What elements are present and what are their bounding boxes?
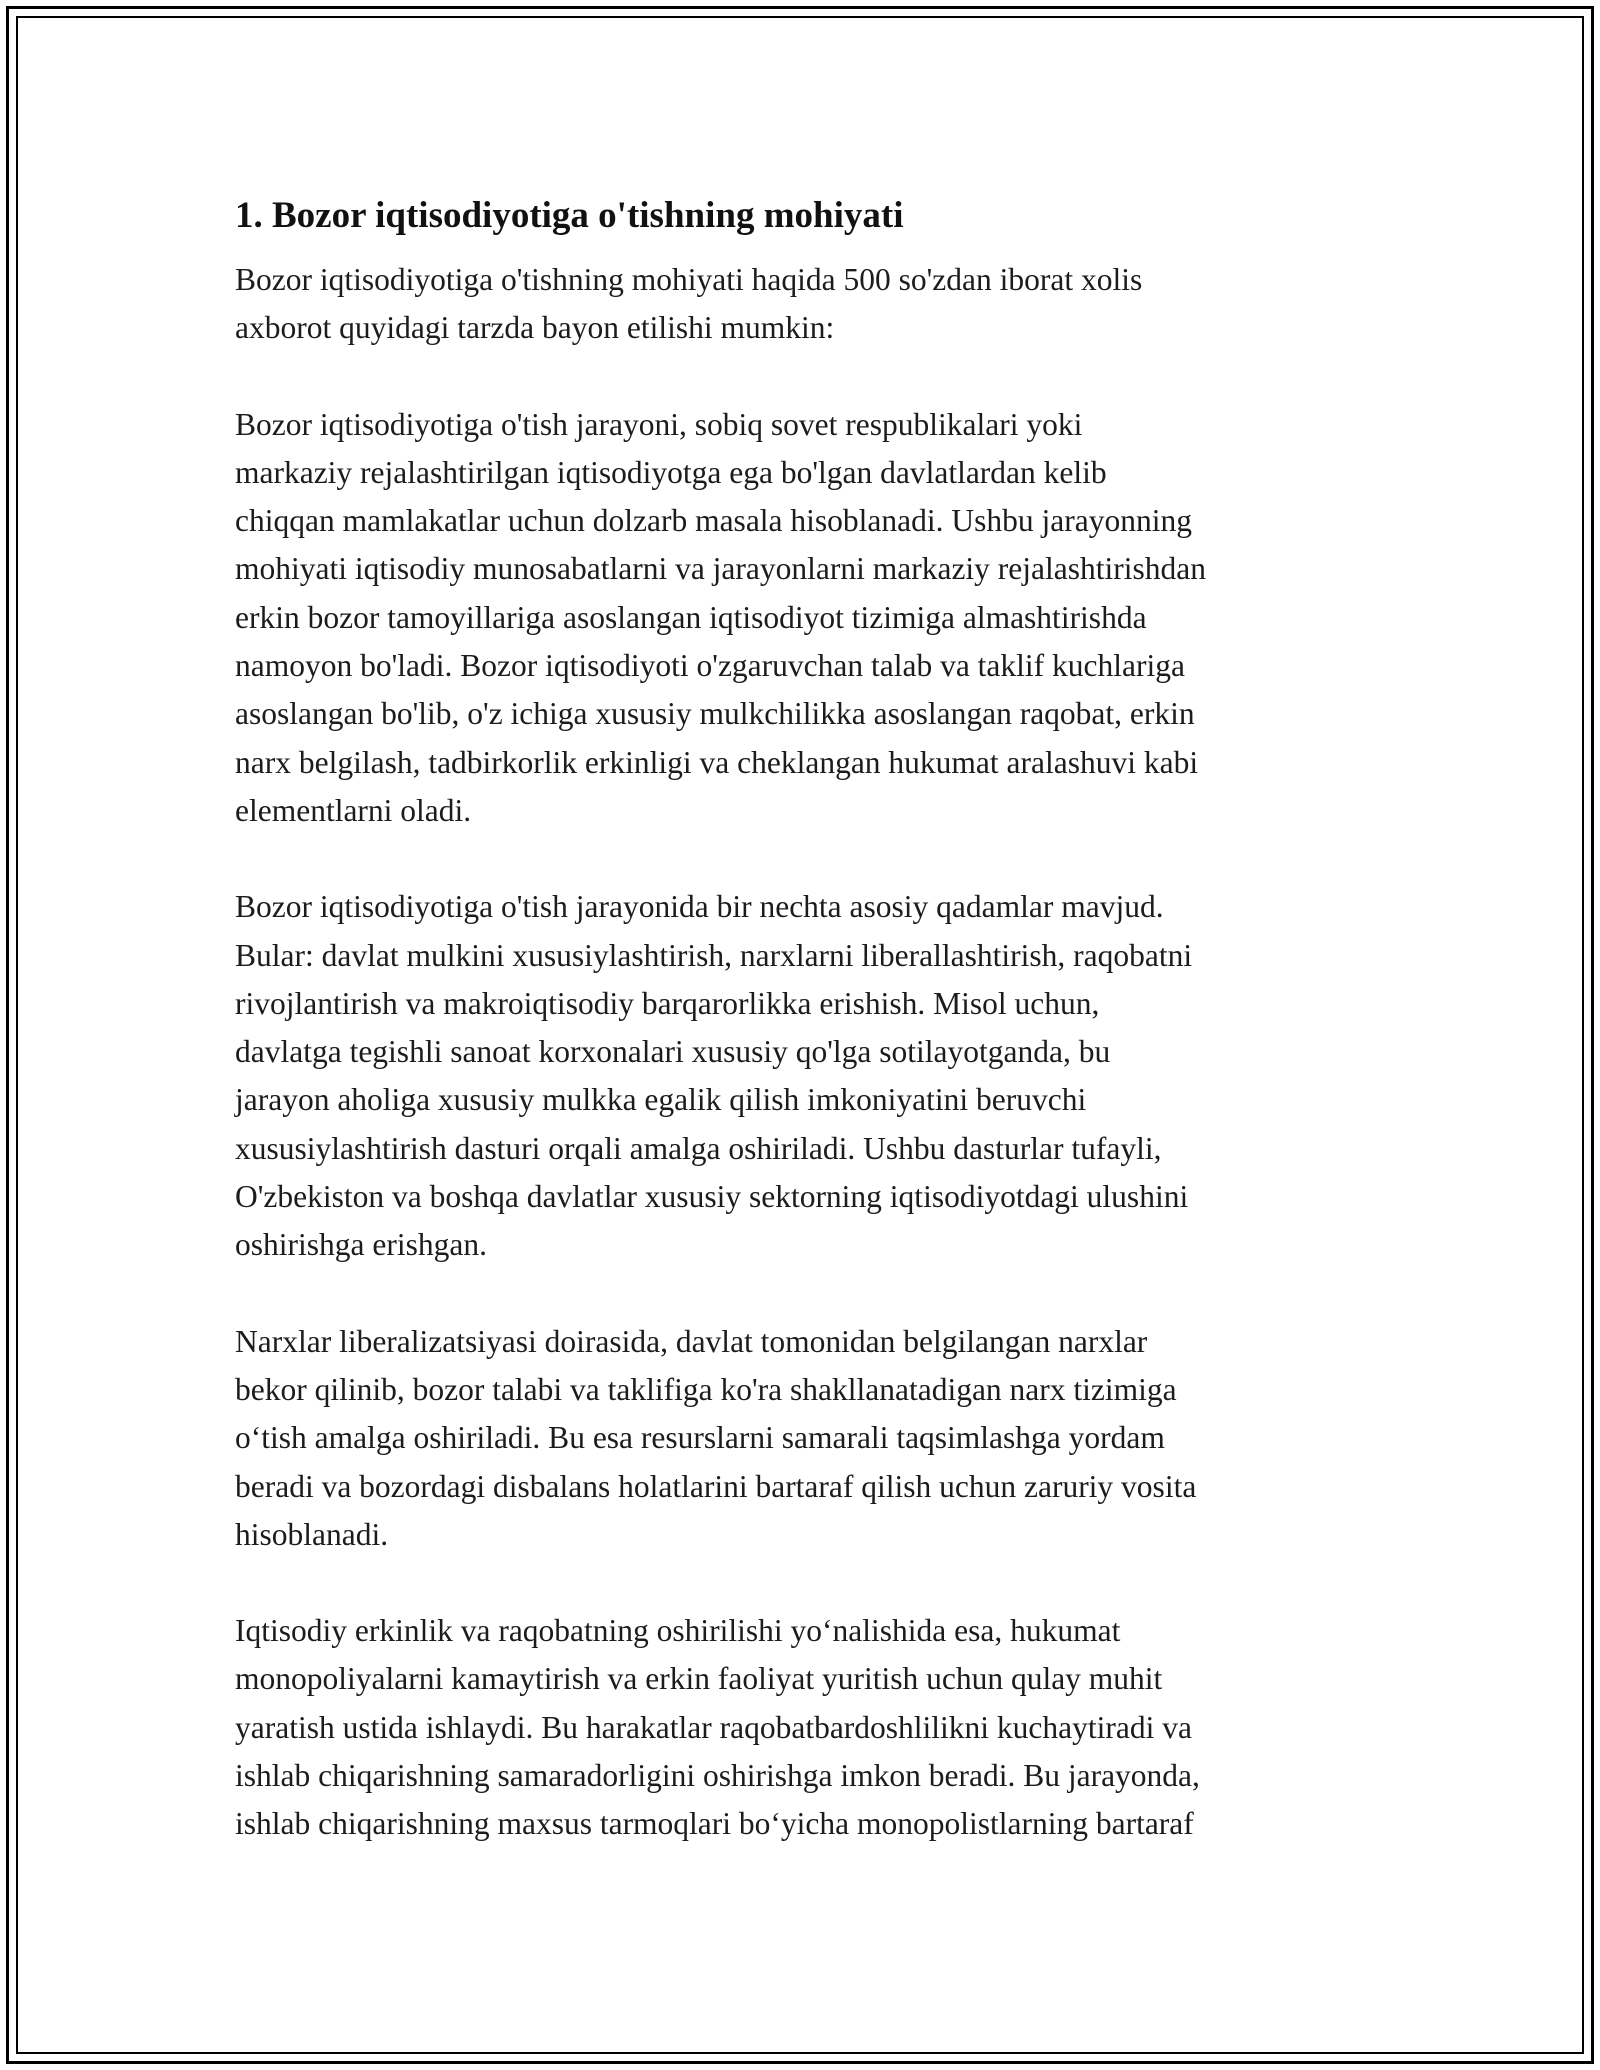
paragraph-price-liberalization	[235, 1318, 1375, 1559]
text-line: ishlab chiqarishning maxsus tarmoqlari bo‘yicha monopolistlarning bartaraf	[235, 1806, 1194, 1842]
text-line: mohiyati iqtisodiy munosabatlarni va jarayonlarni markaziy rejalashtirishdan	[235, 551, 1206, 587]
text-line: elementlarni oladi.	[235, 792, 472, 828]
text-line: Bozor iqtisodiyotiga o'tish jarayoni, sobiq sovet respublikalari yoki	[235, 406, 1083, 442]
paragraph-key-steps	[235, 883, 1375, 1269]
text-line: narx belgilash, tadbirkorlik erkinligi va cheklangan hukumat aralashuvi kabi	[235, 744, 1199, 780]
text-line: xususiylashtirish dasturi orqali amalga oshiriladi. Ushbu dasturlar tufayli,	[235, 1130, 1162, 1166]
text-line: asoslangan bo'lib, o'z ichiga xususiy mulkchilikka asoslangan raqobat, erkin	[235, 696, 1195, 732]
paragraph-intro	[235, 256, 1375, 353]
text-line: namoyon bo'ladi. Bozor iqtisodiyoti o'zgaruvchan talab va taklif kuchlariga	[235, 648, 1185, 684]
text-line: markaziy rejalashtirilgan iqtisodiyotga ega bo'lgan davlatlardan kelib	[235, 454, 1107, 490]
text-line: Narxlar liberalizatsiyasi doirasida, davlat tomonidan belgilangan narxlar	[235, 1323, 1148, 1359]
text-line: jarayon aholiga xususiy mulkka egalik qilish imkoniyatini beruvchi	[235, 1082, 1087, 1118]
text-line: ishlab chiqarishning samaradorligini oshirishga imkon beradi. Bu jarayonda,	[235, 1758, 1200, 1794]
text-line: chiqqan mamlakatlar uchun dolzarb masala hisoblanadi. Ushbu jarayonning	[235, 503, 1192, 539]
paragraph-economic-freedom	[235, 1607, 1375, 1848]
text-line: o‘tish amalga oshiriladi. Bu esa resurslarni samarali taqsimlashga yordam	[235, 1420, 1165, 1456]
text-line: O'zbekiston va boshqa davlatlar xususiy sektorning iqtisodiyotdagi ulushini	[235, 1179, 1189, 1215]
text-line: hisoblanadi.	[235, 1516, 389, 1552]
section-heading: 1. Bozor iqtisodiyotiga o'tishning mohiyati	[235, 195, 904, 236]
text-line: davlatga tegishli sanoat korxonalari xususiy qo'lga sotilayotganda, bu	[235, 1034, 1111, 1070]
text-line: axborot quyidagi tarzda bayon etilishi mumkin:	[235, 310, 835, 346]
text-line: rivojlantirish va makroiqtisodiy barqarorlikka erishish. Misol uchun,	[235, 985, 1100, 1021]
text-line: monopoliyalarni kamaytirish va erkin faoliyat yuritish uchun qulay muhit	[235, 1661, 1163, 1697]
text-line: Bozor iqtisodiyotiga o'tishning mohiyati haqida 500 so'zdan iborat xolis	[235, 262, 1143, 297]
text-line: oshirishga erishgan.	[235, 1227, 487, 1263]
text-line: Iqtisodiy erkinlik va raqobatning oshirilishi yo‘nalishida esa, hukumat	[235, 1613, 1121, 1649]
paragraph-transition-process	[235, 401, 1375, 836]
text-line: erkin bozor tamoyillariga asoslangan iqtisodiyot tizimiga almashtirishda	[235, 599, 1147, 635]
text-line: bekor qilinib, bozor talabi va taklifiga ko'ra shakllanatadigan narx tizimiga	[235, 1371, 1177, 1407]
text-line: Bozor iqtisodiyotiga o'tish jarayonida bir nechta asosiy qadamlar mavjud.	[235, 889, 1164, 925]
text-line: yaratish ustida ishlaydi. Bu harakatlar raqobatbardoshlilikni kuchaytiradi va	[235, 1709, 1192, 1745]
text-line: Bular: davlat mulkini xususiylashtirish, narxlarni liberallashtirish, raqobatni	[235, 937, 1193, 973]
text-line: beradi va bozordagi disbalans holatlarini bartaraf qilish uchun zaruriy vosita	[235, 1468, 1197, 1504]
document-body	[235, 188, 1375, 1897]
